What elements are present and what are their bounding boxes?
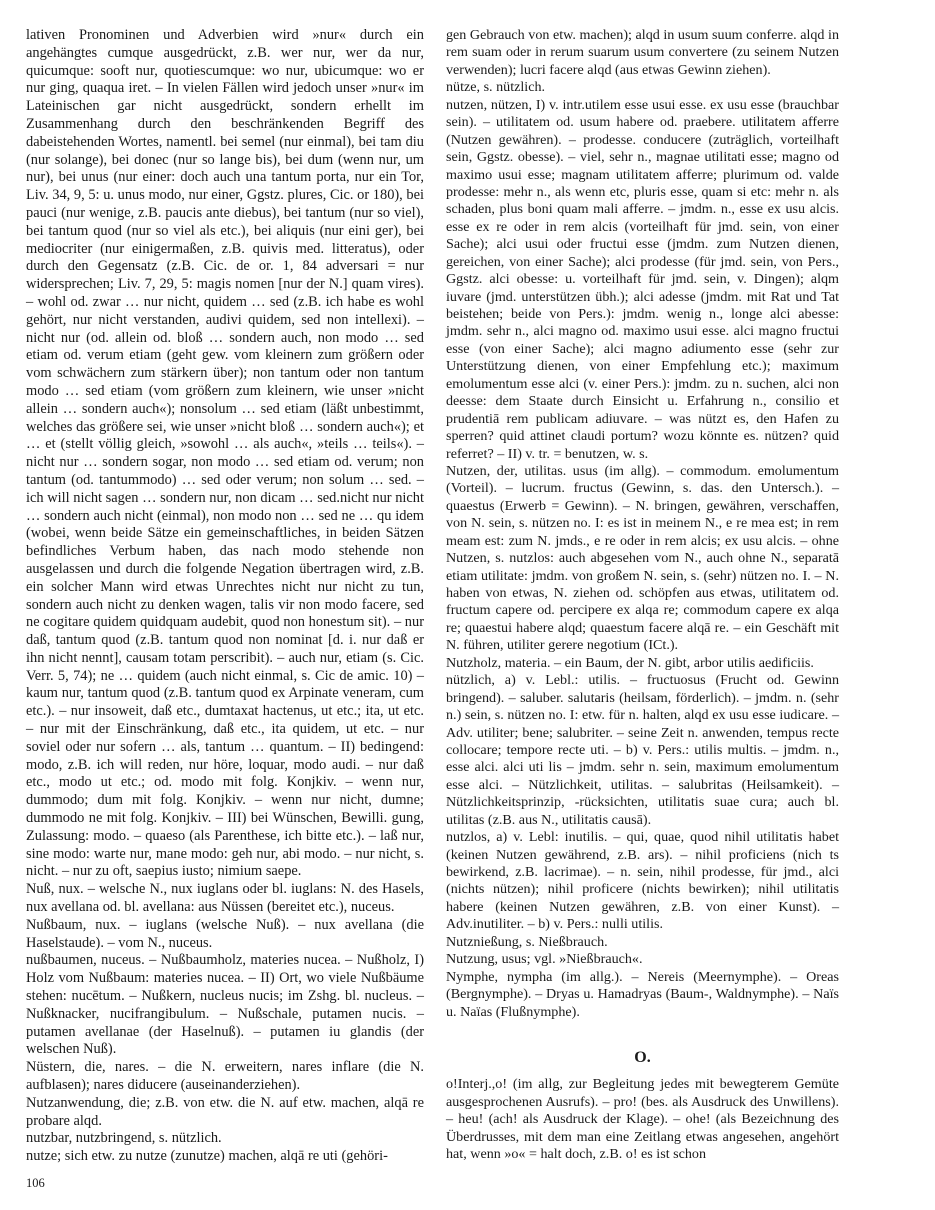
entry-nussbaumen: nußbaumen, nuceus. – Nußbaumholz, materies nucea. – Nußholz, I) Holz vom Nußbaum: materies nucea. – II) Ort, wo viele Nußbäume stehen: nucētum. – Nußkern, nucleus nucis; im Zshg. bl. nucleus. – Nußknacker, nucifrangibulum. – Nußschale, putamen nucis. – putamen avellanae (der Haselnuß). – putamen iu glandis (der welschen Nuß).: [26, 952, 424, 1058]
entry-nuestern: Nüstern, die, nares. – die N. erweitern, nares inflare (die N. aufblasen); nares diducere (auseinanderziehen).: [26, 1059, 424, 1094]
section-letter-heading: O.: [634, 1048, 651, 1066]
entry-nuetze: nütze, s. nützlich.: [446, 79, 546, 96]
entry-o: o!Interj.,o! (im allg, zur Begleitung jedes mit bewegterem Gemüte ausgesprochenen Ausrufs). – pro! (bes. als Ausdruck des Unwillens). – heu! (ach! als Ausdruck der Klage). – ohe! (als Bezeichnung des Überdrusses, mit dem man eine Zeitlang etwas angesehen, angehört hat, wenn »o« = halt doch, z.B. o! es ist schon: [446, 1076, 839, 1163]
entry-nur-continued: lativen Pronominen und Adverbien wird »nur« durch ein angehängtes cumque ausgedrückt, z.B. wer nur, wer da nur, quicumque: sooft nur, quotiescumque: wo nur, ubicumque: wo er nur ging, quaqua iret. – In vielen Fällen wird jedoch unser »nur« im Lateinischen gar nicht ausgedrückt, sondern erhellt im Zusammenhang durch den beschränkenden Begriff des dabeistehenden Wortes, namentl. bei semel (nur einmal), bei tam diu (nur solange), bei donec (nur so lange bis), bei dum (wenn nur, um nur), bei unus (nur einer: doch auch una tantum porta, nur ein Tor, Liv. 34, 9, 5: u. unus modo, nur einer, Ggstz. plures, Cic. or 180), bei pauci (nur wenige, z.B. paucis ante diebus), bei tantum (nur so viel), bei tantum quod (nur so viel als etc.), bei aliquis (nur eini ger), bei mediocriter (nur einigermaßen, z.B. quivis med. litteratus), oder durch den Gegensatz (z.B. Cic. de or. 1, 84 adversari = nur widersprechen; Liv. 7, 29, 5: magis nomen [nur der N.] quam vires). – wohl od. zwar … nur nicht, quidem … sed (z.B. ich habe es wohl gehört, nur nicht verstanden, audivi quidem, sed non intellexi). – nicht nur (od. allein od. bloß … sondern auch, non modo … sed etiam od. verum etiam (geht gew. vom kleinern zum größern oder vom schwächern zum stärkern über); non tantum oder non tantum modo … sed etiam (vom größern zum kleinern, wie unser »nicht allein … sondern auch«); nonsolum … sed etiam (läßt unbestimmt, welches das größere sei, wie unser »nicht bloß … sondern auch«); et … et (stellt völlig gleich, »sowohl … als auch«, »teils … teils«). – nicht nur … sondern sogar, non modo … sed etiam od. verum; non tantum (od. tantummodo) … sed oder verum; non solum … sed. – ich will nicht sagen … sondern nur, non dicam … sed.nicht nur nicht … sondern auch nicht (einmal), non modo non … sed ne … qu idem (wobei, wenn beide Sätze ein gemeinschaftliches, in beiden Sätzen befindliches Verbum haben, das nach modo stehende non ausgelassen und durch die folgende Negation übertragen wird, z.B. ein solcher Mann wird etwas Unrechtes nicht nur nicht zu tun, sondern auch nicht zu denken wagen, talis vir non modo facere, sed ne cogitare quidem quidquam audebit, quod non honestum sit). – nur daß, tantum quod (z.B. tantum quod non nominat [d. i. nur daß er ihn nicht nennt], causam totam perscribit). – auch nur, etiam (s. Cic. Verr. 5, 74); ne … quidem (auch nicht einmal, s. Cic de amic. 10) – kaum nur, tantum quod (z.B. tantum quod ex Arpinate veneram, cum etc.). – nur insoweit, daß etc., dumtaxat hactenus, ut etc.; ita, ut etc. – nur mit der Einschränkung, daß etc., ita quidem, ut etc. – nur soviel oder nur sofern … als, tantum … quantum. – II) bedingend: modo, z.B. ich will reden, nur höre, loquar, modo audi. – nur daß etc., modo ut etc.; od. modo mit folg. Konjkiv. – wenn nur, dummodo; dum mit folg. Konjkiv. – wenn nur nicht, dumne; dummodo ne mit folg. Konjkiv. – III) bei Wünschen, Bewilli. gung, Zulassung: modo. – quaeso (als Parenthese, ich bitte etc.). – laß nur, sine modo: warte nur, mane modo: geh nur, abi modo. – nur nicht, s. nicht. – nur zu oft, saepius iusto; nimium saepe.: [26, 27, 424, 880]
entry-nutze: nutze; sich etw. zu nutze (zunutze) machen, alqā re uti (gehöri-: [26, 1148, 388, 1165]
entry-nutzung: Nutzung, usus; vgl. »Nießbrauch«.: [446, 951, 643, 968]
left-column: [26, 27, 424, 1166]
entry-nutzlos: nutzlos, a) v. Lebl: inutilis. – qui, quae, quod nihil utilitatis habet (keinen Nutzen gewährend, z.B. ars). – nihil proficiens (nich ts bewirkend, z.B. lacrimae). – n. sein, nihil prodesse, für jmd., alci (nichts nützen); nihil proficere (nichts bewirken); nihil utilitatis habere (keinen Nutzen gewähren, z.B. von einer Kunst). – Adv.inutiliter. – b) v. Pers.: nulli utilis.: [446, 829, 839, 933]
entry-nutzen-noun: Nutzen, der, utilitas. usus (im allg). – commodum. emolumentum (Vorteil). – lucrum. fructus (Gewinn, s. das. den Untersch.). – quaestus (Erwerb = Gewinn). – N. bringen, gewähren, verschaffen, von N. sein, s. nützen no. I: es ist in meinem N., e re mea est; in rem meam est: zum N. jmds., e re oder in rem alcis; ex usu alcis. – ohne Nutzen, s. nutzlos: auch abgesehen vom N., auch ohne N., separatā etiam utilitate: jmdm. von großem N. sein, s. (sehr) nützen no. I. – N. haben von etwas, N. ziehen od. schöpfen aus etwas, utilitatem od. fructum capere od. percipere ex alqa re; commodum capere ex alqa re; quaestui habere alqd; quaestum facere alqā re. – ein Geschäft mit N. führen, utiliter gerere negotium (ICt.).: [446, 462, 839, 654]
entry-nutzen-verb: nutzen, nützen, I) v. intr.utilem esse usui esse. ex usu esse (brauchbar sein). – utilitatem od. usum habere od. praebere. utilitatem afferre (Nutzen gewähren). – prodesse. conducere (zuträglich, vorteilhaft sein, Ggstz. obesse). – viel, sehr n., magnae utilitati esse; magno od maximo usui esse; magnam utilitatem afferre; plurimum od. valde prodesse: mehr n., als wenn etc, pluris esse, quam si etc: mehr n. als schaden, plus boni quam mali afferre. – jmdm. n., esse ex usu alcis. esse ex re oder in rem alcis (vorteilhaft für jmd. sein, von einer Sache); alci usui oder fructui esse (jmdm. zum Nutzen dienen, gereichen, von einer Sache); alci prodesse (für jmd. sein, von Pers., Ggstz. alci obesse: u. vorteilhaft für jmd. sein, v. Dingen); alqm iuvare (jmd. unterstützen übh.); alci adesse (jmdm. mit Rat und Tat beistehen; beide von Pers.): jmdm. wenig n., longe alci abesse: jmdm. sehr n., alci magno od. maximo usui esse. alci magno fructui esse (von einer Sache); alci magno adiumento esse (sehr zur Unterstützung dienen, von einer Empfehlung etc.); maximum emolumentum esse alci (v. einer Pers.): jmdm. zu n. suchen, alci non deesse: dem Staate durch Einsicht u. Erfahrung n., consilio et prudentiā rem publicam adiuvare. – was nützt es, den Hafen zu sperren? quid attinet claudi portum? wozu könnte es. nützen? quid referret? – II) v. tr. = benutzen, w. s.: [446, 96, 839, 462]
entry-nutze-continued: gen Gebrauch von etw. machen); alqd in usum suum conferre. alqd in rem suam oder in rerum suarum usum convertere (zu seinem Nutzen verwenden); lucri facere alqd (aus etwas Gewinn ziehen).: [446, 27, 839, 78]
entry-nussbaum: Nußbaum, nux. – iuglans (welsche Nuß). – nux avellana (die Haselstaude). – vom N., nuceus.: [26, 916, 424, 951]
entry-nutzbar: nutzbar, nutzbringend, s. nützlich.: [26, 1130, 222, 1147]
entry-nutzholz: Nutzholz, materia. – ein Baum, der N. gibt, arbor utilis aedificiis.: [446, 654, 814, 671]
entry-nymphe: Nymphe, nympha (im allg.). – Nereis (Meernymphe). – Oreas (Bergnymphe). – Dryas u. Hamadryas (Baum-, Waldnymphe). – Naïs u. Naïas (Flußnymphe).: [446, 968, 839, 1020]
page-number: 106: [26, 1176, 45, 1190]
right-column: [446, 27, 839, 1164]
entry-nuss: Nuß, nux. – welsche N., nux iuglans oder bl. iuglans: N. des Hasels, nux avellana od. bl. avellana: aus Nüssen (bereitet etc.), nuceus.: [26, 881, 424, 916]
entry-nuetzlich: nützlich, a) v. Lebl.: utilis. – fructuosus (Frucht od. Gewinn bringend). – saluber. salutaris (heilsam, förderlich). – jmdm. n. (sehr n.) sein, s. nützen no. I: etw. für n. halten, alqd ex usu esse iudicare. – Adv. utiliter; bene; salubriter. – seine Zeit n. anwenden, tempus recte collocare; tempore recte uti. – b) v. Pers.: utilis multis. – jmdm. n., esse alci. alci uti lis – jmdm. sehr n. sein, maximum emolumentum esse alci. – Nützlichkeit, utilitas. – salubritas (Heilsamkeit). – Nützlichkeitsprinzip, -rücksichten, utilitatis suae cura; auch bl. utilitas (z.B. aus N., utilitatis causā).: [446, 672, 839, 828]
entry-nutzniessung: Nutznießung, s. Nießbrauch.: [446, 933, 608, 950]
entry-nutzanwendung: Nutzanwendung, die; z.B. von etw. die N. auf etw. machen, alqā re probare alqd.: [26, 1094, 424, 1129]
